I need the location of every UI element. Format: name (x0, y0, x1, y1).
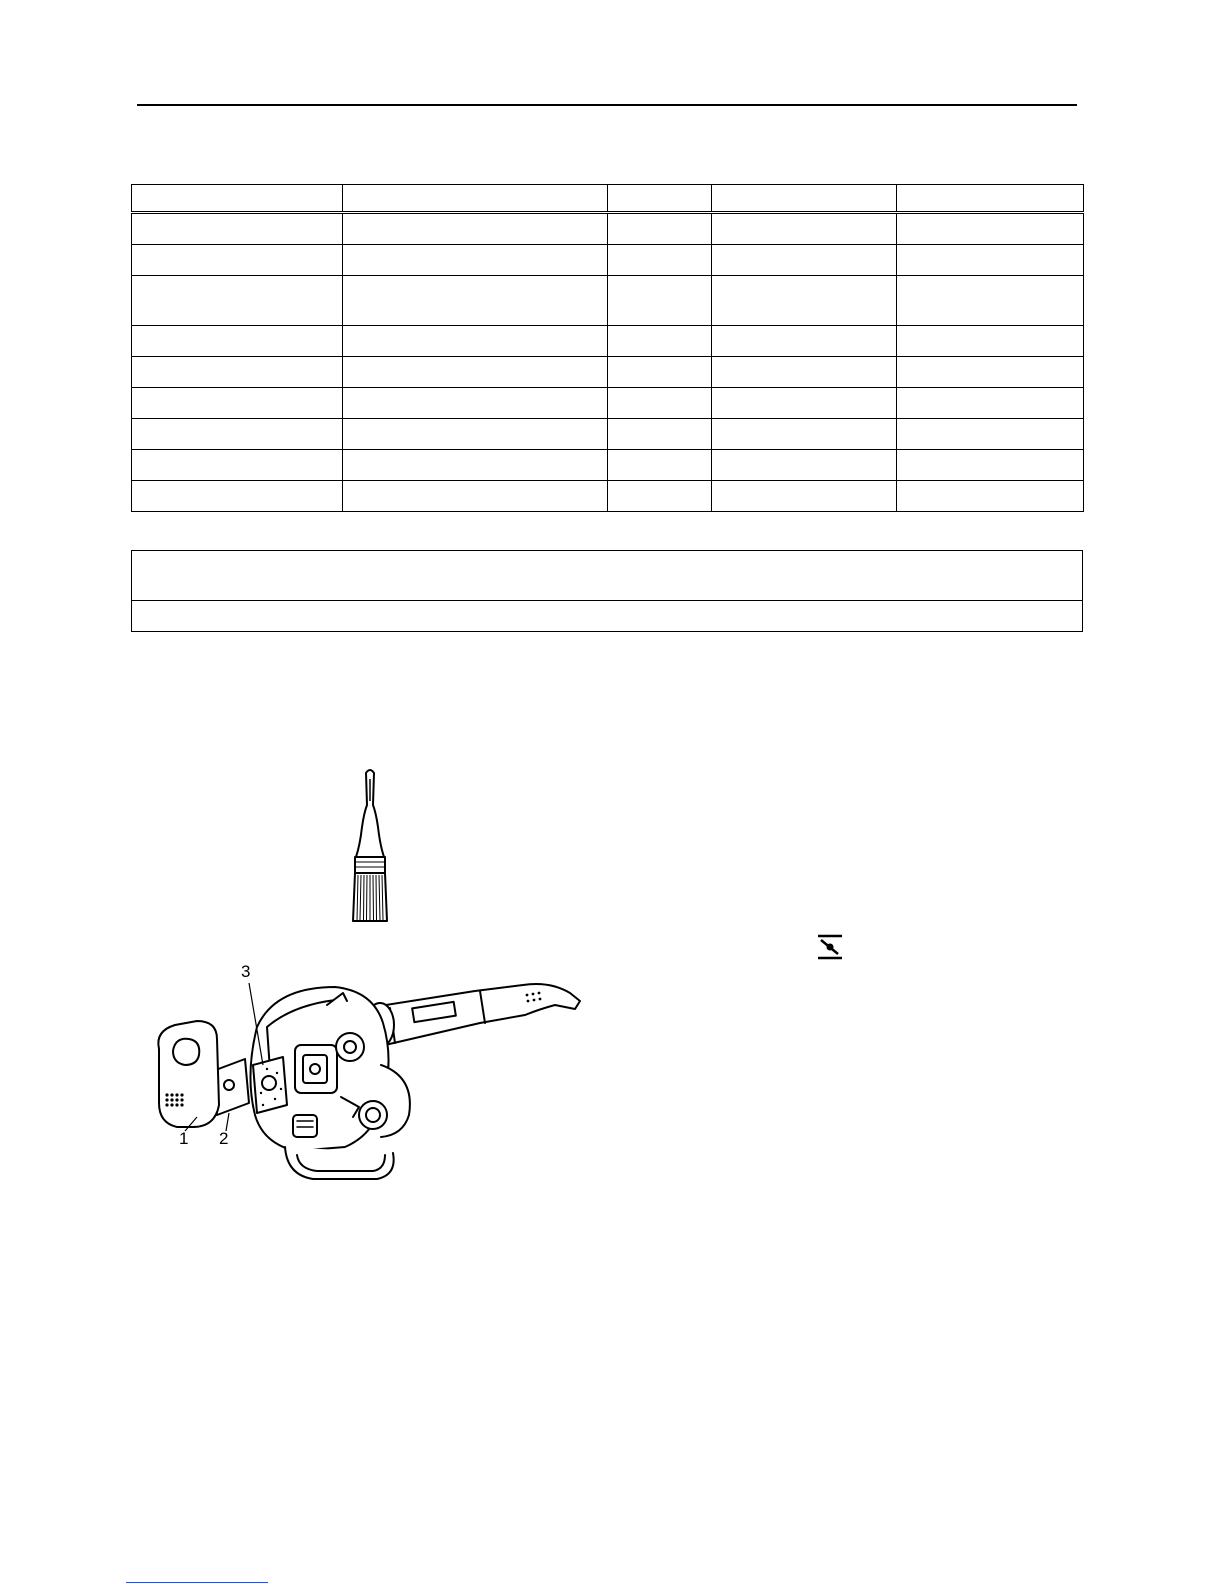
table-row (132, 326, 1084, 357)
table-row (132, 450, 1084, 481)
callout-part-1: 1 (179, 1129, 189, 1148)
table-row (132, 357, 1084, 388)
table-row (132, 276, 1084, 326)
footer-link-rule (126, 1582, 268, 1583)
callout-part-3: 3 (241, 962, 251, 981)
blower-illustration (145, 962, 585, 1190)
table-row (132, 245, 1084, 276)
choke-lever-icon (816, 934, 844, 960)
table-row (132, 388, 1084, 419)
table-header-row (132, 185, 1084, 213)
note-row (132, 601, 1083, 632)
table-row (132, 419, 1084, 450)
table-row (132, 481, 1084, 512)
brush-icon (340, 765, 400, 930)
callout-part-2: 2 (219, 1129, 229, 1148)
header-rule (137, 104, 1077, 106)
note-box (131, 550, 1083, 632)
maintenance-table (131, 184, 1084, 512)
note-row (132, 551, 1083, 601)
table-row (132, 213, 1084, 245)
